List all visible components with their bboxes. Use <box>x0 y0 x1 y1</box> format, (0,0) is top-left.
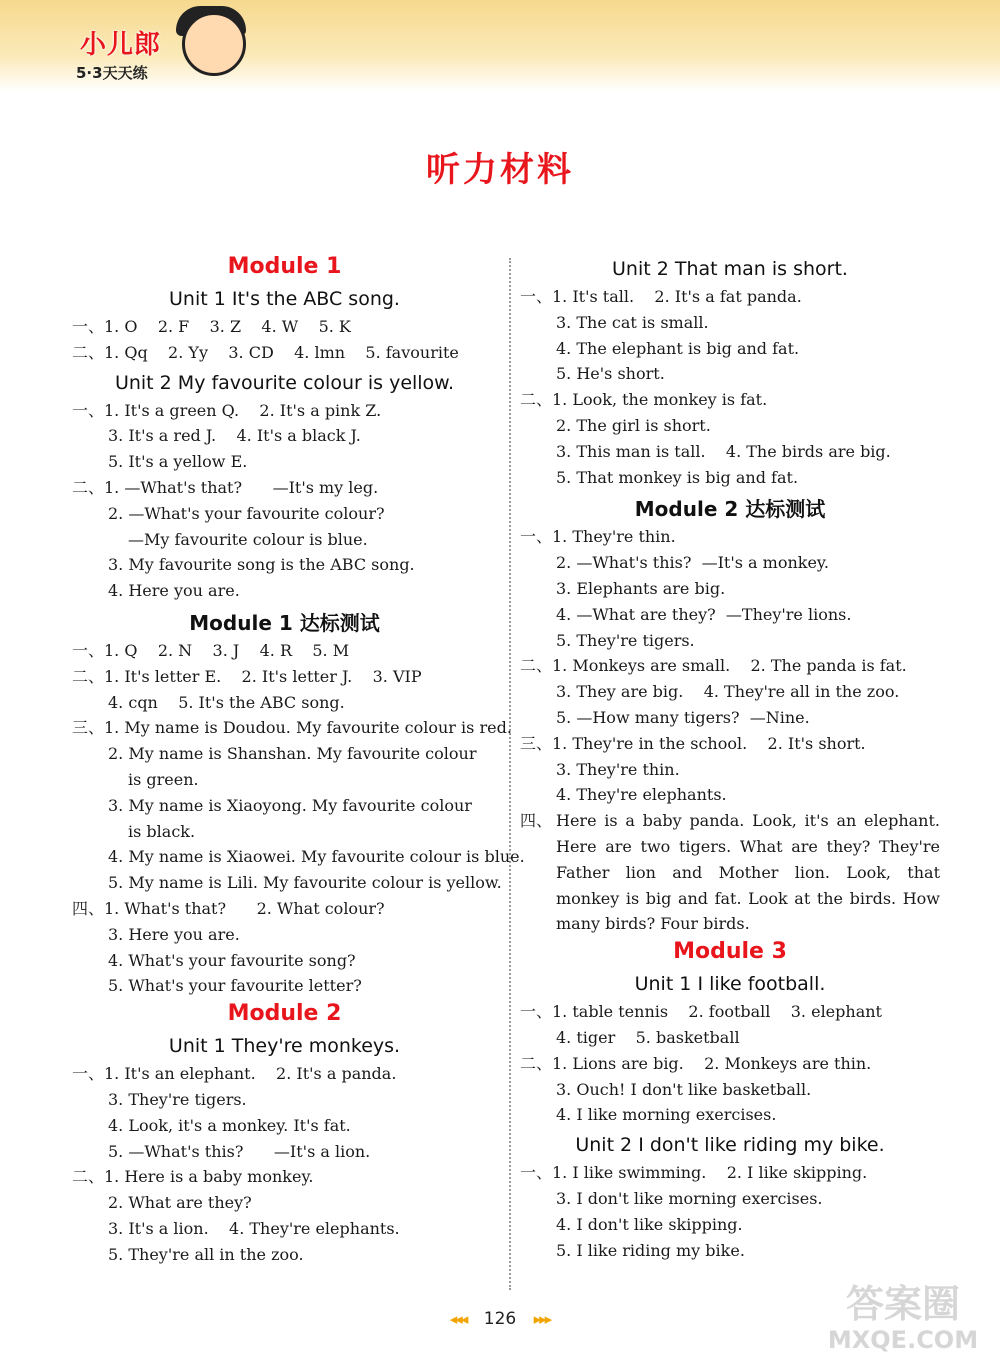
prev-arrows-icon: ◂◂◂ <box>449 1310 467 1328</box>
answer-line: 4. I don't like skipping. <box>556 1214 743 1234</box>
answer-line: 三、1. They're in the school. 2. It's short. <box>520 733 866 753</box>
test-heading: Module 2 达标测试 <box>634 497 826 522</box>
answer-line: 3. Elephants are big. <box>556 578 726 598</box>
mascot-face-icon <box>182 12 246 76</box>
unit-heading: Unit 1 I like football. <box>634 973 826 996</box>
answer-line: 2. —What's this? —It's a monkey. <box>556 553 829 573</box>
answer-line: 四、1. What's that? 2. What colour? <box>72 898 385 918</box>
answer-line: 5. —How many tigers? —Nine. <box>556 707 810 727</box>
answer-line: 5. My name is Lili. My favourite colour is yellow. <box>108 873 502 893</box>
answer-line: 4. The elephant is big and fat. <box>556 338 800 358</box>
page-title: 听力材料 <box>426 150 574 190</box>
answer-line: 4. —What are they? —They're lions. <box>556 604 852 624</box>
watermark <box>818 1282 988 1362</box>
brand-title: 小儿郎 <box>80 30 162 60</box>
answer-line: 一、1. O 2. F 3. Z 4. W 5. K <box>72 317 351 336</box>
page-header <box>0 0 1000 92</box>
brand-subtitle: 5·3天天练 <box>76 64 148 82</box>
answer-line: 4. I like morning exercises. <box>556 1105 777 1125</box>
answer-line: 二、1. —What's that? —It's my leg. <box>72 477 379 497</box>
brand-logo <box>72 20 237 90</box>
answer-line: 3. This man is tall. 4. The birds are big. <box>556 441 891 461</box>
module-heading: Module 2 <box>227 1001 342 1027</box>
answer-line: 3. It's a lion. 4. They're elephants. <box>108 1218 400 1238</box>
unit-heading: Unit 1 It's the ABC song. <box>169 288 400 310</box>
answer-line: is black. <box>128 821 196 841</box>
answer-line: 3. Here you are. <box>108 924 240 944</box>
answer-line: 3. Ouch! I don't like basketball. <box>556 1079 812 1099</box>
answer-paragraph: Here is a baby panda. Look, it's an elephant. Here are two tigers. What are they? They're Father lion and Mother lion. Look, that monkey is big and fat. Look at the birds. How many birds? Four birds. <box>556 811 940 934</box>
answer-line: 5. It's a yellow E. <box>108 452 248 472</box>
answer-line: 一、1. Q 2. N 3. J 4. R 5. M <box>72 640 350 660</box>
unit-heading: Unit 2 I don't like riding my bike. <box>575 1134 885 1157</box>
answer-line: 5. That monkey is big and fat. <box>556 467 799 487</box>
answer-line: 3. I don't like morning exercises. <box>556 1188 823 1208</box>
answer-line: 4. cqn 5. It's the ABC song. <box>108 692 345 712</box>
answer-line: 5. I like riding my bike. <box>556 1240 745 1260</box>
answer-line: 三、1. My name is Doudou. My favourite colour is red. <box>72 718 512 738</box>
answer-line: 一、1. It's an elephant. 2. It's a panda. <box>72 1064 397 1084</box>
next-arrows-icon: ▸▸▸ <box>533 1310 551 1328</box>
answer-line: 二、1. It's letter E. 2. It's letter J. 3. VIP <box>72 666 422 686</box>
unit-heading: Unit 1 They're monkeys. <box>168 1035 401 1058</box>
answer-line: 3. They're tigers. <box>108 1089 247 1109</box>
answer-line: 2. The girl is short. <box>556 415 711 435</box>
answer-line: 二、1. Look, the monkey is fat. <box>520 390 768 410</box>
answer-line: 3. My name is Xiaoyong. My favourite colour <box>108 795 472 815</box>
answer-line: 一、1. I like swimming. 2. I like skipping. <box>520 1163 868 1183</box>
answer-line: 3. My favourite song is the ABC song. <box>108 555 415 575</box>
answer-line: 一、1. They're thin. <box>520 527 676 547</box>
test-heading: Module 1 达标测试 <box>189 610 380 635</box>
answer-line: 2. What are they? <box>108 1193 252 1213</box>
module-heading: Module 3 <box>673 939 787 965</box>
answer-line: 5. What's your favourite letter? <box>108 976 362 996</box>
answer-line: 4. tiger 5. basketball <box>556 1027 740 1047</box>
answer-line: 3. They're thin. <box>556 759 680 779</box>
answer-line: 一、1. It's tall. 2. It's a fat panda. <box>520 287 802 306</box>
answer-line: 4. They're elephants. <box>556 785 727 805</box>
answer-line: 二、1. Here is a baby monkey. <box>72 1167 314 1187</box>
answer-line: 二、1. Monkeys are small. 2. The panda is fat. <box>520 656 907 676</box>
answer-line: 二、1. Qq 2. Yy 3. CD 4. lmn 5. favourite <box>72 342 459 362</box>
answer-line: 3. It's a red J. 4. It's a black J. <box>108 426 361 446</box>
answer-line: —My favourite colour is blue. <box>128 529 368 549</box>
answer-line: 二、1. Lions are big. 2. Monkeys are thin. <box>520 1053 872 1073</box>
answer-line: 3. They are big. 4. They're all in the zoo. <box>556 682 900 702</box>
answer-line: 一、1. It's a green Q. 2. It's a pink Z. <box>72 400 382 420</box>
module-heading: Module 1 <box>227 254 342 279</box>
watermark-bottom: MXQE.COM <box>827 1326 979 1354</box>
answer-line: 4. What's your favourite song? <box>108 950 356 970</box>
right-column: Unit 2 That man is short. 一、1. It's tall. 2. It's a fat panda. 3. The cat is small. 4. The elephant is big and fat. 5. He's short. 二、1. Look, the monkey is fat. 2. The girl is short. 3. This man is tall. 4. The birds are big. 5. That monkey is big and fat. Module 2 达标测试 一、1. They're thin. 2. —What's this? —It's a monkey. 3. Elephants are big. 4. —What are they? —They're lions. 5. They're tigers. 二、1. Monkeys are small. 2. The panda is fat. 3. They are big. 4. They're all in the zoo. 5. —How many tigers? —Nine. 三、1. They're in the school. 2. It's short. 3. They're thin. 4. They're elephants. 四、 Here is a baby panda. Look, it's an elephant. Here are two tigers. What are they? They're Father lion and Mother lion. Look, that monkey is big and fat. Look at the birds. How many birds? Four birds. Module 3 Unit 1 I like football. 一、1. table tennis 2. football 3. elephant 4. tiger 5. basketball 二、1. Lions are big. 2. Monkeys are thin. 3. Ouch! I don't like basketball. 4. I like morning exercises. Unit 2 I don't like riding my bike. 一、1. I like swimming. 2. I like skipping. 3. I don't like morning exercises. 4. I don't like skipping. 5. I like riding my bike. <box>520 252 940 1263</box>
answer-line: 5. He's short. <box>556 364 665 384</box>
answer-line: 4. Look, it's a monkey. It's fat. <box>108 1115 351 1135</box>
answer-line: 5. —What's this? —It's a lion. <box>108 1141 371 1161</box>
answer-line: 2. —What's your favourite colour? <box>108 503 385 523</box>
unit-heading: Unit 2 My favourite colour is yellow. <box>114 371 455 394</box>
answer-line: is green. <box>128 769 199 789</box>
answer-line: 一、1. table tennis 2. football 3. elephant <box>520 1002 882 1022</box>
answer-line: 3. The cat is small. <box>556 312 709 332</box>
column-divider <box>509 258 511 1290</box>
page-number: 126 <box>483 1309 517 1329</box>
answer-line: 2. My name is Shanshan. My favourite colour <box>108 744 477 764</box>
watermark-top: 答案圈 <box>845 1282 960 1326</box>
unit-heading: Unit 2 That man is short. <box>612 258 848 280</box>
answer-line: 4. Here you are. <box>108 581 240 601</box>
answer-line: 5. They're tigers. <box>556 630 695 650</box>
answer-line: 4. My name is Xiaowei. My favourite colour is blue. <box>108 847 525 867</box>
answer-line: 5. They're all in the zoo. <box>108 1244 304 1264</box>
left-column <box>72 252 525 1268</box>
